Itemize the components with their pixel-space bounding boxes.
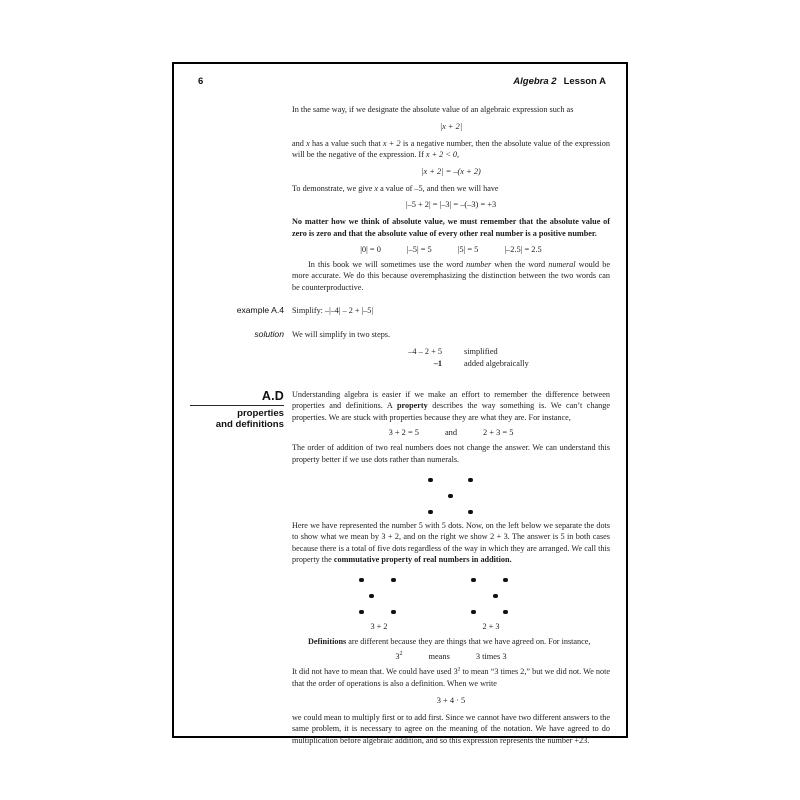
dot (503, 610, 508, 615)
display-abs-x-plus-2 (292, 121, 610, 133)
sec-p1-b: describes the way something is. We can’t change properties. We are stuck with properties because they are what they are. For instance, (292, 401, 610, 422)
dot (428, 510, 433, 515)
commutative-dot-figure (353, 574, 549, 634)
solution-lead: We will simplify in two steps. (292, 329, 391, 339)
section-heading-block (190, 389, 284, 747)
section-paragraph-5 (292, 666, 610, 689)
display-definition-example (292, 652, 610, 661)
dot (493, 594, 498, 599)
intro-p4-word-number: number (466, 259, 492, 269)
sec-p3-bold-commutative: commutative property of real numbers in addition. (333, 555, 512, 565)
section-content (292, 389, 610, 747)
abs-example-neg2point5: |–2.5| = 2.5 (504, 244, 542, 254)
display-commutative-equations (292, 428, 610, 437)
example-row (190, 305, 610, 317)
running-head (190, 76, 610, 90)
dot-figure-caption-right: 2 + 3 (482, 621, 500, 631)
sec-p4-bold-definitions: Definitions (308, 636, 347, 646)
dot (471, 578, 476, 583)
dot (471, 610, 476, 615)
equation-conjunction: and (444, 428, 458, 438)
definition-three-times-three: 3 times 3 (475, 652, 507, 662)
intro-content (292, 104, 610, 293)
textbook-page-sheet (172, 62, 628, 745)
intro-block (190, 104, 610, 293)
example-label: example A.4 (236, 305, 284, 316)
section-title-line-1: properties (237, 407, 284, 419)
math-abs-x-plus-2: |x + 2| (439, 121, 463, 131)
solution-step-2-note: added algebraically (464, 359, 529, 369)
dot (369, 594, 374, 599)
intro-p4-word-numeral: numeral (548, 259, 576, 269)
solution-step-1-note: simplified (464, 346, 498, 356)
solution-step-1-value: –4 – 2 + 5 (408, 346, 442, 356)
dot (448, 494, 453, 499)
section-rule (190, 405, 284, 406)
intro-p2-cond: x + 2 < 0, (425, 150, 460, 160)
intro-p3-b: a value of –5, and then we will have (378, 183, 499, 193)
display-order-of-operations: 3 + 4 · 5 (436, 695, 466, 705)
section-paragraph-6: we could mean to multiply first or to add first. Since we cannot have two different answers to the same problem, it is necessary to agree on the meaning of the notation. We have agreed to do multiplication before algebraic addition, and so this expression represents the number +23. (292, 712, 610, 745)
absolute-value-rule: No matter how we think of absolute value, we must remember that the absolute value of zero is zero and that the absolute value of every other real number is a positive number. (292, 217, 610, 238)
dot (359, 610, 364, 615)
abs-example-neg5: |–5| = 5 (406, 244, 432, 254)
intro-p4-a: In this book we will sometimes use the word (308, 259, 467, 269)
intro-paragraph-2 (292, 138, 610, 161)
section-paragraph-3 (292, 520, 610, 566)
sec-p1-a: Understanding algebra is easier if we make an effort to remember the difference between properties and definitions. A (292, 389, 610, 411)
math-abs-equals-neg: |x + 2| = –(x + 2) (421, 166, 481, 176)
dot (503, 578, 508, 583)
abs-value-examples-row (292, 245, 610, 254)
sec-p3-a: Here we have represented the number 5 with 5 dots. Now, on the left below we separate the dots to show what we mean by 3 + 2, and on the right we show 2 + 3. The answer is 5 in both cases because there is a total of five dots regardless of the way in which they are arranged. We call this property the (292, 520, 610, 565)
section-a-d (190, 389, 610, 747)
sec-p1-bold-property: property (396, 401, 428, 411)
section-title-line-2: and definitions (215, 419, 284, 431)
example-prefix: Simplify: (292, 306, 325, 316)
section-number: A.D (261, 388, 284, 403)
abs-example-0: |0| = 0 (360, 244, 381, 254)
equation-2-plus-3: 2 + 3 = 5 (483, 428, 514, 438)
example-problem: –|–4| – 2 + |–5| (324, 306, 374, 316)
page-content-area (174, 64, 626, 745)
example-statement (292, 305, 610, 317)
sec-p5-b: to mean “3 times 2,” but we did not. We note that the order of operations is also a definition. When we write (292, 667, 610, 689)
def-base: 3 (395, 652, 400, 662)
intro-p3-x: x (374, 183, 379, 193)
page-number: 6 (198, 76, 204, 87)
dot (468, 478, 473, 483)
section-paragraph-4 (292, 636, 610, 648)
solution-steps (292, 346, 610, 371)
dot (391, 610, 396, 615)
intro-paragraph-1: In the same way, if we designate the absolute value of an algebraic expression such as (292, 105, 574, 114)
running-head-right (513, 76, 606, 87)
sec-p4-a: are different because they are things that we have agreed on. For instance, (346, 636, 591, 646)
abs-example-5: |5| = 5 (457, 244, 479, 254)
dot (428, 478, 433, 483)
intro-p2-x: x (306, 138, 310, 148)
definition-three-squared (395, 652, 402, 661)
intro-p2-b: has a value such that (309, 138, 383, 148)
def-exponent: 2 (399, 651, 403, 658)
dot (468, 510, 473, 515)
intro-p4-b: when the word (491, 259, 549, 269)
sec-p5-exponent: 2 (457, 666, 461, 673)
five-dot-figure (422, 474, 480, 518)
display-abs-equals-neg (292, 166, 610, 178)
solution-step-2-value: –1 (433, 359, 442, 369)
intro-p2-expr: x + 2 (382, 138, 401, 148)
sec-p5-a: It did not have to mean that. We could have used 3 (292, 667, 458, 677)
dot (359, 578, 364, 583)
solution-label: solution (254, 328, 284, 339)
definition-means: means (428, 652, 450, 662)
dot (391, 578, 396, 583)
intro-p3-a: To demonstrate, we give (292, 183, 375, 193)
book-title: Algebra 2 (513, 76, 557, 87)
solution-body (292, 329, 610, 371)
intro-gutter (190, 104, 284, 293)
equation-3-plus-2: 3 + 2 = 5 (388, 428, 419, 438)
intro-paragraph-4 (292, 259, 610, 294)
intro-p2-a: and (292, 138, 307, 148)
intro-p4-c: would be more accurate. We do this because overemphasizing the distinction between the two words can be counterproductive. (292, 259, 610, 292)
lesson-label: Lesson A (563, 76, 606, 87)
intro-paragraph-3 (292, 183, 610, 195)
dot-figure-caption-left: 3 + 2 (370, 621, 388, 631)
solution-row (190, 329, 610, 371)
display-demonstration: |–5 + 2| = |–3| = –(–3) = +3 (405, 200, 497, 210)
section-paragraph-1 (292, 389, 610, 424)
intro-p2-c: is a negative number, then the absolute value of the expression will be the negative of the expression. If (292, 138, 610, 160)
section-paragraph-2: The order of addition of two real numbers does not change the answer. We can understand this property better if we use dots rather than numerals. (292, 443, 610, 464)
